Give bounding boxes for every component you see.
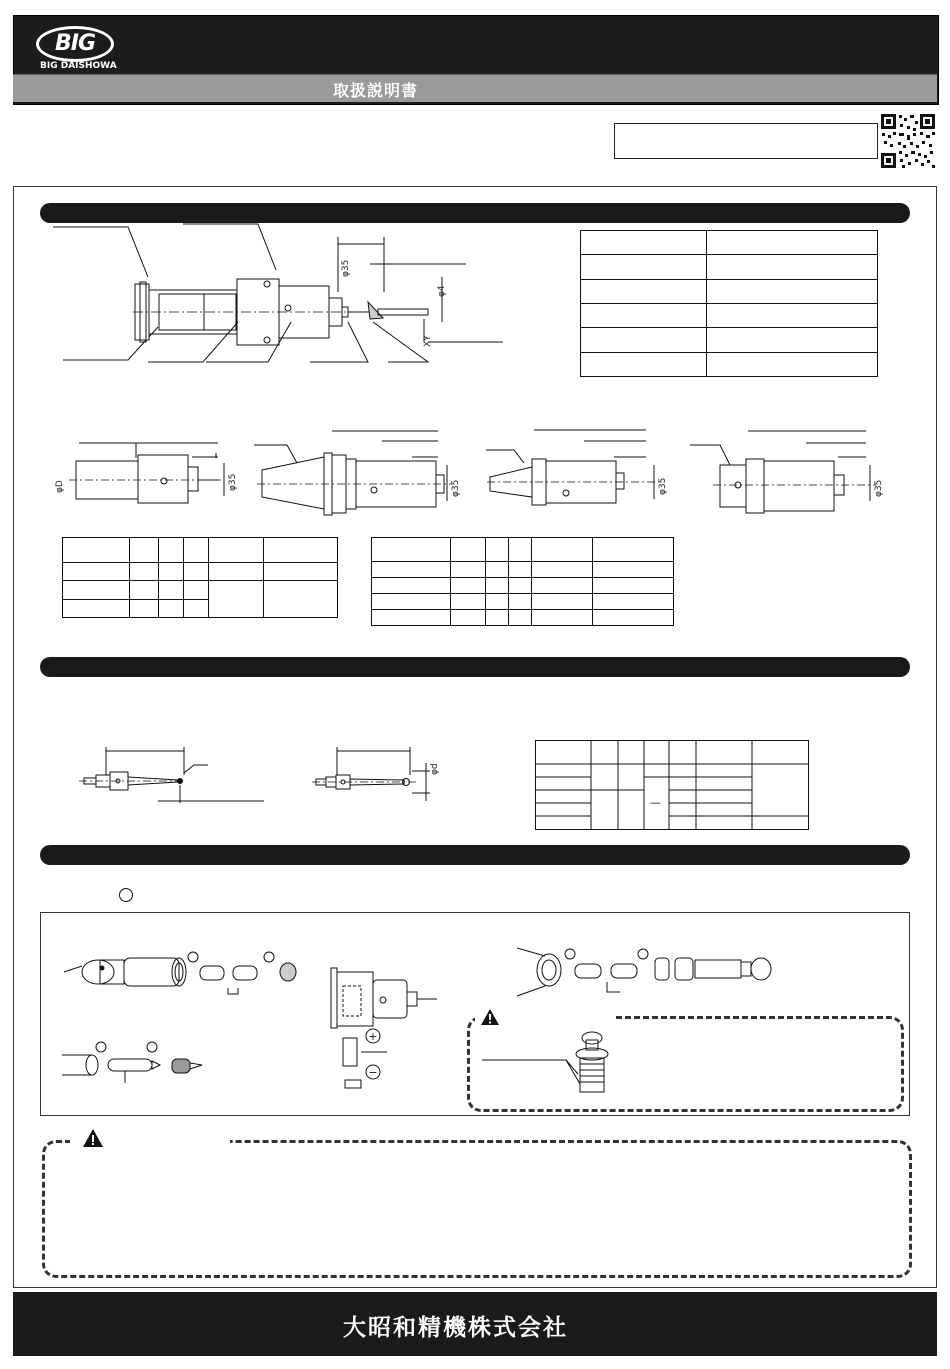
- plus-symbol: +: [368, 1030, 378, 1043]
- main-assembly-drawing: [48, 222, 518, 372]
- stylus-table-dash: —: [650, 796, 661, 809]
- dim-phi35-label-v4: φ35: [874, 479, 884, 497]
- spec-table-main: [580, 230, 878, 377]
- title-bar: [13, 74, 937, 102]
- dim-phi35-label: φ35: [341, 259, 351, 277]
- pullstud-exploded-drawing: [515, 940, 775, 1000]
- warning-icon: [480, 1008, 500, 1026]
- dim-phi35-label-v2: φ35: [451, 479, 461, 497]
- battery-tool-drawing: [60, 1035, 220, 1105]
- info-box: [614, 123, 878, 159]
- dim-phi35-label-v1: φ35: [228, 473, 238, 491]
- holder-battery-drawing: [325, 962, 445, 1097]
- variant-table-left: [62, 537, 338, 618]
- brand-logo-subtitle: BIG DAISHOWA: [40, 61, 117, 71]
- warning-icon: [82, 1128, 104, 1148]
- probe-exploded-drawing: [60, 948, 310, 1008]
- section-bar-2: [40, 657, 910, 677]
- variant-table-right: [371, 537, 674, 626]
- dim-phi35-label-v3: φ35: [658, 477, 668, 495]
- qr-code-icon[interactable]: [880, 113, 936, 169]
- dim-phiD-label: φD: [55, 480, 65, 493]
- stylus-table: [535, 740, 809, 830]
- minus-symbol: −: [368, 1066, 378, 1079]
- section-bar-3: [40, 845, 910, 865]
- step-number-circle: [119, 888, 133, 902]
- caution-box: [42, 1140, 912, 1278]
- company-name: 大昭和精機株式会社: [343, 1315, 568, 1341]
- variant-straight-shank-drawing: [54, 433, 244, 513]
- pullstud-drawing: [480, 1030, 620, 1100]
- variant-capto-drawing: [688, 425, 898, 520]
- document-title: 取扱説明書: [333, 81, 419, 100]
- dim-phi4-label: φ4: [437, 285, 447, 297]
- dim-phid-label: φd: [430, 763, 440, 775]
- dim-xy-label: XY: [423, 335, 433, 347]
- stylus-table-grid: [536, 741, 808, 829]
- stylus-drawing-2: [312, 745, 442, 805]
- variant-hsk-drawing: [484, 425, 684, 515]
- brand-logo: BIG: [36, 26, 114, 62]
- section-bar-1: [40, 203, 910, 223]
- stylus-drawing-1: [76, 745, 276, 810]
- variant-bt-drawing: [252, 425, 467, 525]
